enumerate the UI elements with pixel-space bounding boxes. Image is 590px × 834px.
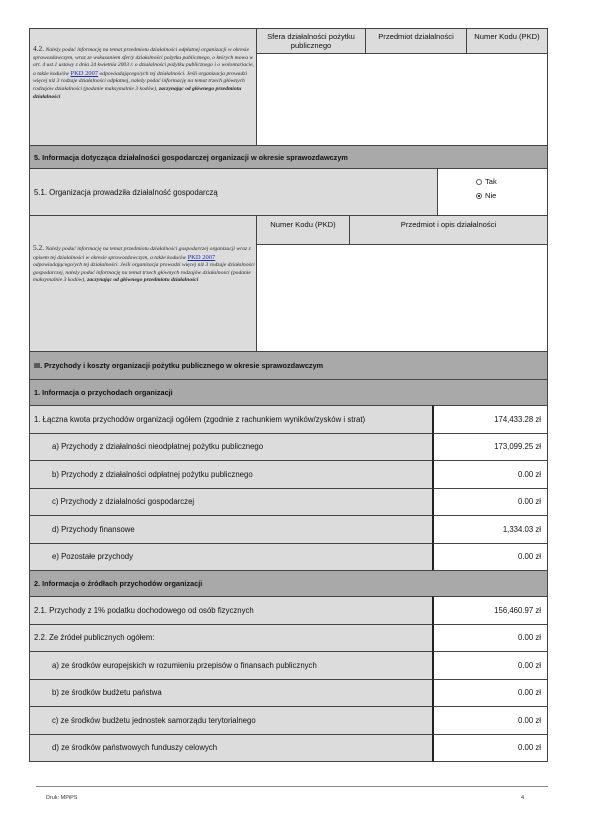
col-header-przedmiot: Przedmiot działalności xyxy=(365,28,467,54)
sec42-note: Należy podać informację na temat przedmiotu działalności odpłatnej organizacji w okresie sprawozdawczym, wraz ze wskazaniem sfer/y działalności pożytku publicznego, o których mowa w art. 4 ust.1 ustawy z dnia 24 kwietnia 2003 r. o działalności pożytku publicznego i o wolontariacie, a także kodu/ów xyxy=(33,47,254,77)
source-row-label-cell xyxy=(29,624,433,653)
source-row-label: 2.2. Ze źródeł publicznych ogółem: xyxy=(34,633,155,643)
source-row-value-field[interactable] xyxy=(432,624,548,653)
income-row-value: 0.00 zł xyxy=(518,552,541,562)
option-tak[interactable]: Tak xyxy=(476,177,497,186)
q52-note-cont: odpowiadającego/ych tej działalności. Jeśli organizacja prowadzi więcej niż 3 rodzaje działalności gospodarczej, należy podać informację na temat trzech głównych rodzajów działalności (podanie maksymalnie 3 kodów), xyxy=(33,262,255,284)
source-row-value: 0.00 zł xyxy=(518,743,541,753)
sec3-sub1-header: 1. Informacja o przychodach organizacji xyxy=(29,379,548,406)
income-row-label: 1. Łączna kwota przychodów organizacji ogółem (zgodnie z rachunkiem wyników/zysków i strat) xyxy=(34,414,366,424)
source-row-value-field[interactable] xyxy=(432,596,548,625)
source-row-value: 156,460.97 zł xyxy=(494,605,541,615)
source-row-label-cell xyxy=(29,651,433,680)
sec3-header: III. Przychody i koszty organizacji pożytku publicznego w okresie sprawozdawczym xyxy=(29,351,548,380)
income-row-label: e) Pozostałe przychody xyxy=(52,552,134,562)
income-row-value-field[interactable] xyxy=(432,515,548,544)
sec42-note-bold: zaczynając od głównego przedmiotu działalności xyxy=(33,85,242,100)
q52-note-bold: zaczynając od głównego przedmiotu działalności xyxy=(87,277,199,284)
source-row-label: 2.1. Przychody z 1% podatku dochodowego od osób fizycznych xyxy=(34,605,254,615)
source-row-label: a) ze środków europejskich w rozumieniu przepisów o finansach publicznych xyxy=(52,660,317,670)
source-row-value-field[interactable] xyxy=(432,734,548,763)
source-row-label: d) ze środków państwowych funduszy celowych xyxy=(52,743,218,753)
sec42-input-area[interactable] xyxy=(256,53,548,146)
q52-number: 5.2. xyxy=(33,243,45,252)
income-row-value: 0.00 zł xyxy=(518,497,541,507)
footer-print-label: Druk: MPiPS xyxy=(46,795,78,801)
source-row-label-cell xyxy=(29,679,433,708)
income-row-value: 1,334.03 zł xyxy=(502,524,541,534)
income-row-label-cell xyxy=(29,433,433,462)
income-row-label-cell xyxy=(29,515,433,544)
sec42-number: 4.2. xyxy=(33,44,45,53)
sec42-description-cell xyxy=(29,28,257,146)
income-row-value: 174,433.28 zł xyxy=(494,414,541,424)
source-row-label: b) ze środków budżetu państwa xyxy=(52,688,162,698)
col-header-opis: Przedmiot i opis działalności xyxy=(349,215,548,245)
q52-description-cell xyxy=(29,215,257,352)
radio-nie[interactable] xyxy=(476,193,482,199)
income-row-value-field[interactable] xyxy=(432,488,548,517)
sec5-header: 5. Informacja dotycząca działalności gospodarczej organizacji w okresie sprawozdawczym xyxy=(29,145,548,169)
source-row-label-cell xyxy=(29,734,433,763)
source-row-value: 0.00 zł xyxy=(518,715,541,725)
col-header-kod: Numer Kodu (PKD) xyxy=(466,28,548,54)
income-row-value-field[interactable] xyxy=(432,433,548,462)
pkd-link[interactable]: PKD 2007 xyxy=(70,69,99,77)
q52-note: Należy podać informację na temat przedmiotu działalności gospodarczej organizacji wraz z opisem tej działalności w okresie sprawozdawczym, a także kodu/ów xyxy=(33,246,251,261)
income-row-label-cell xyxy=(29,460,433,489)
footer-rule xyxy=(36,786,548,787)
q51-options xyxy=(437,168,548,216)
income-row-value: 173,099.25 zł xyxy=(494,442,541,452)
page-number: 4 xyxy=(521,795,525,801)
source-row-value: 0.00 zł xyxy=(518,660,541,670)
income-row-value-field[interactable] xyxy=(432,460,548,489)
q51-label: 5.1. Organizacja prowadziła działalność gospodarczą xyxy=(34,187,218,197)
sec3-sub2-header: 2. Informacja o źródłach przychodów organizacji xyxy=(29,570,548,597)
q51-row xyxy=(29,168,438,216)
income-row-label-cell xyxy=(29,543,433,572)
pkd-link-2[interactable]: PKD 2007 xyxy=(187,253,216,261)
col-header-sfera: Sfera działalności pożytku publicznego xyxy=(256,28,366,54)
income-row-label: d) Przychody finansowe xyxy=(52,524,135,534)
source-row-value: 0.00 zł xyxy=(518,633,541,643)
source-row-label-cell xyxy=(29,596,433,625)
col-header-kod-2: Numer Kodu (PKD) xyxy=(256,215,350,245)
radio-tak[interactable] xyxy=(476,179,482,185)
income-row-value-field[interactable] xyxy=(432,543,548,572)
income-row-label: c) Przychody z działalności gospodarczej xyxy=(52,497,195,507)
option-nie[interactable]: Nie xyxy=(476,191,496,200)
source-row-label: c) ze środków budżetu jednostek samorządu terytorialnego xyxy=(52,715,256,725)
source-row-value-field[interactable] xyxy=(432,706,548,735)
sec42-note-cont: odpowiadającego/ych tej działalności. Jeśli organizacja prowadzi więcej niż 3 rodzaje działalności odpłatnej, należy podać informację na temat trzech głównych rodzajów działalności (podanie maksymalnie 3 kodów), xyxy=(33,70,247,92)
income-row-value: 0.00 zł xyxy=(518,469,541,479)
source-row-value-field[interactable] xyxy=(432,651,548,680)
income-row-label-cell xyxy=(29,405,433,434)
source-row-label-cell xyxy=(29,706,433,735)
q52-input-area[interactable] xyxy=(256,244,548,352)
source-row-value: 0.00 zł xyxy=(518,688,541,698)
income-row-value-field[interactable] xyxy=(432,405,548,434)
source-row-value-field[interactable] xyxy=(432,679,548,708)
income-row-label-cell xyxy=(29,488,433,517)
income-row-label: a) Przychody z działalności nieodpłatnej pożytku publicznego xyxy=(52,442,264,452)
income-row-label: b) Przychody z działalności odpłatnej pożytku publicznego xyxy=(52,469,253,479)
